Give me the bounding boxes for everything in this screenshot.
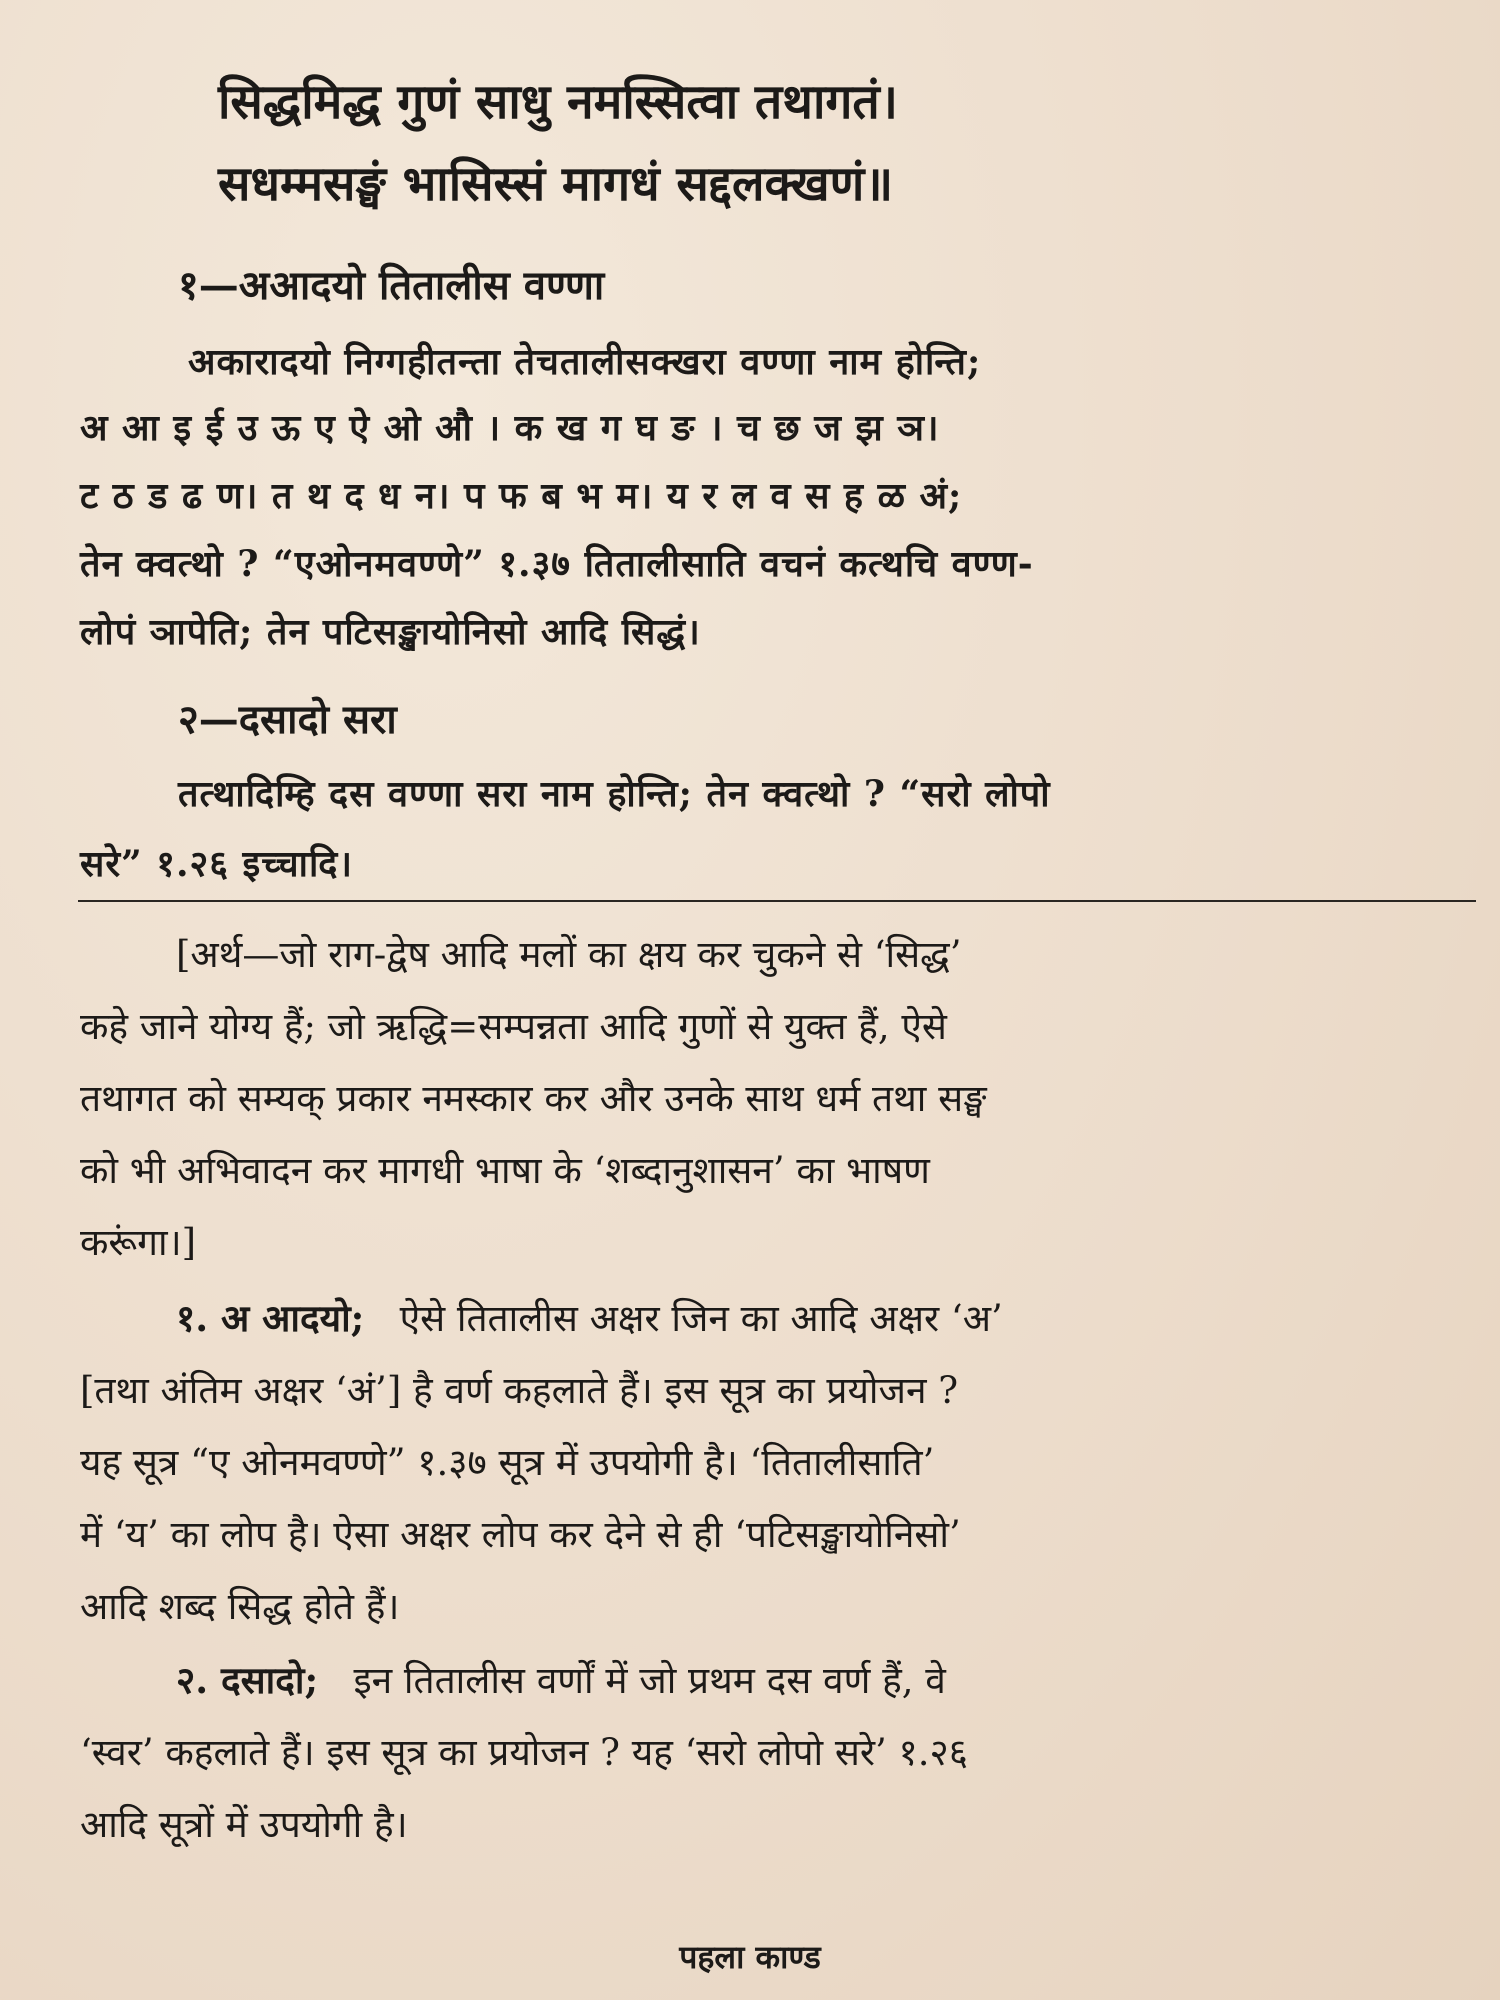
sutta-1-line: अ आ इ ई उ ऊ ए ऐ ओ औ । क ख ग घ ङ । च छ ज झ ञ। [80, 407, 940, 449]
sutta-1-heading: १—अआदयो तितालीस वण्णा [178, 262, 605, 309]
sutta-2-heading: २—दसादो सरा [178, 696, 397, 743]
meaning-line: तथागत को सम्यक् प्रकार नमस्कार कर और उनके साथ धर्म तथा सङ्घ [80, 1077, 987, 1120]
sutta-1-line: अकारादयो निग्गहीतन्ता तेचतालीसक्खरा वण्णा नाम होन्ति; [188, 341, 982, 383]
note-2-line [176, 1658, 946, 1702]
meaning-line: करूंगा।] [80, 1221, 197, 1264]
sutta-2-line: तत्थादिम्हि दस वण्णा सरा नाम होन्ति; तेन क्वत्थो ? “सरो लोपो [178, 773, 1051, 815]
note-1-line: यह सूत्र “ए ओनमवण्णे” १.३७ सूत्र में उपयोगी है। ‘तितालीसाति’ [80, 1441, 935, 1484]
invocation-line-2: सधम्मसङ्घं भासिस्सं मागधं सद्दलक्खणं॥ [218, 156, 894, 212]
meaning-line: को भी अभिवादन कर मागधी भाषा के ‘शब्दानुशासन’ का भाषण [80, 1149, 930, 1192]
sutta-1-line: तेन क्वत्थो ? “एओनमवण्णे” १.३७ तितालीसाति वचनं कत्थचि वण्ण- [80, 543, 1034, 585]
page-footer: पहला काण्ड [679, 1938, 821, 1976]
note-1-line: में ‘य’ का लोप है। ऐसा अक्षर लोप कर देने से ही ‘पटिसङ्खायोनिसो’ [80, 1513, 961, 1556]
invocation-line-1: सिद्धमिद्ध गुणं साधु नमस्सित्वा तथागतं। [218, 74, 898, 130]
note-2-text: इन तितालीस वर्णों में जो प्रथम दस वर्ण हैं, वे [353, 1659, 946, 1702]
meaning-line: [अर्थ—जो राग-द्वेष आदि मलों का क्षय कर चुकने से ‘सिद्ध’ [176, 933, 962, 976]
note-1-lead: १. अ आदयो; [176, 1296, 365, 1340]
note-1-line [176, 1296, 1003, 1340]
sutta-1-line: लोपं ञापेति; तेन पटिसङ्खायोनिसो आदि सिद्धं। [80, 611, 701, 653]
note-1-line: आदि शब्द सिद्ध होते हैं। [80, 1585, 400, 1628]
sutta-2-line: सरे” १.२६ इच्चादि। [80, 843, 354, 885]
note-2-line: आदि सूत्रों में उपयोगी है। [80, 1803, 408, 1846]
note-2-line: ‘स्वर’ कहलाते हैं। इस सूत्र का प्रयोजन ? यह ‘सरो लोपो सरे’ १.२६ [80, 1731, 969, 1774]
note-2-lead: २. दसादो; [176, 1658, 319, 1702]
section-divider [78, 900, 1476, 902]
note-1-line: [तथा अंतिम अक्षर ‘अं’] है वर्ण कहलाते हैं। इस सूत्र का प्रयोजन ? [80, 1369, 959, 1412]
sutta-1-line: ट ठ ड ढ ण। त थ द ध न। प फ ब भ म। य र ल व स ह ळ अं; [80, 475, 963, 517]
meaning-line: कहे जाने योग्य हैं; जो ऋद्धि=सम्पन्नता आदि गुणों से युक्त हैं, ऐसे [80, 1005, 947, 1048]
note-1-text: ऐसे तितालीस अक्षर जिन का आदि अक्षर ‘अ’ [399, 1297, 1003, 1340]
